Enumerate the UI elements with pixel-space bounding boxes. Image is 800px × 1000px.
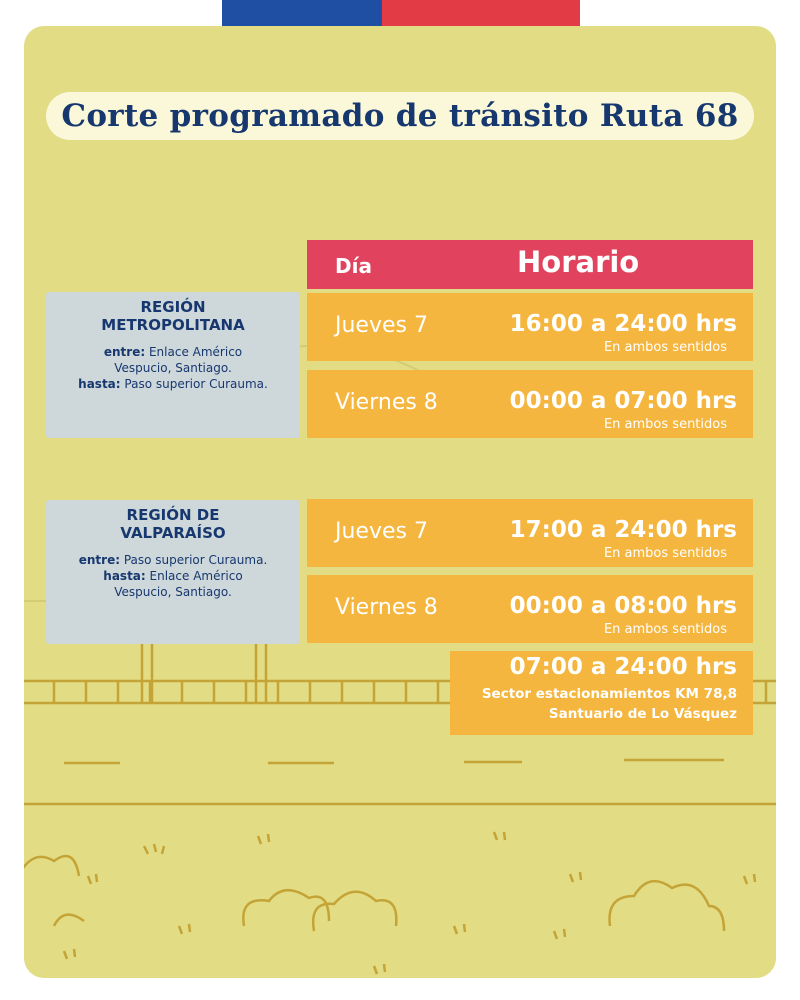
flag-stripe-red <box>382 0 580 26</box>
schedule-row <box>307 370 753 438</box>
schedule-row <box>307 499 753 567</box>
flag-stripe-blue <box>222 0 382 26</box>
schedule-time: 16:00 a 24:00 hrs <box>509 311 737 337</box>
schedule-row <box>307 293 753 361</box>
header-day: Día <box>335 254 372 278</box>
schedule-time: 07:00 a 24:00 hrs <box>509 654 737 680</box>
schedule-day: Viernes 8 <box>335 390 438 415</box>
region-title: REGIÓN METROPOLITANA <box>101 298 245 334</box>
schedule-note: En ambos sentidos <box>603 546 727 561</box>
schedule-time: 00:00 a 08:00 hrs <box>509 593 737 619</box>
header-schedule: Horario <box>517 245 640 279</box>
schedule-day: Jueves 7 <box>335 519 428 544</box>
bushes <box>24 832 755 974</box>
schedule-day: Jueves 7 <box>335 313 428 338</box>
parking-sector-schedule <box>450 651 753 735</box>
schedule-day: Viernes 8 <box>335 595 438 620</box>
region-title: REGIÓN DE VALPARAÍSO <box>120 506 226 542</box>
schedule-note: En ambos sentidos <box>603 417 727 432</box>
schedule-row <box>307 575 753 643</box>
region-description: entre: Paso superior Curauma. hasta: Enlace Américo Vespucio, Santiago. <box>78 553 268 599</box>
region-valparaiso-box <box>46 500 300 644</box>
schedule-time: 17:00 a 24:00 hrs <box>509 517 737 543</box>
title-banner <box>46 92 754 140</box>
schedule-location-detail: Santuario de Lo Vásquez <box>548 706 737 722</box>
schedule-time: 00:00 a 07:00 hrs <box>509 388 737 414</box>
schedule-note: En ambos sentidos <box>603 340 727 355</box>
info-card <box>24 26 776 978</box>
table-header <box>307 240 753 289</box>
schedule-location: Sector estacionamientos KM 78,8 <box>481 686 737 702</box>
region-metropolitana-box <box>46 292 300 438</box>
schedule-note: En ambos sentidos <box>603 622 727 637</box>
road-lines <box>24 760 776 804</box>
region-description: entre: Enlace Américo Vespucio, Santiago. hasta: Paso superior Curauma. <box>78 345 268 391</box>
page-title: Corte programado de tránsito Ruta 68 <box>61 98 739 134</box>
